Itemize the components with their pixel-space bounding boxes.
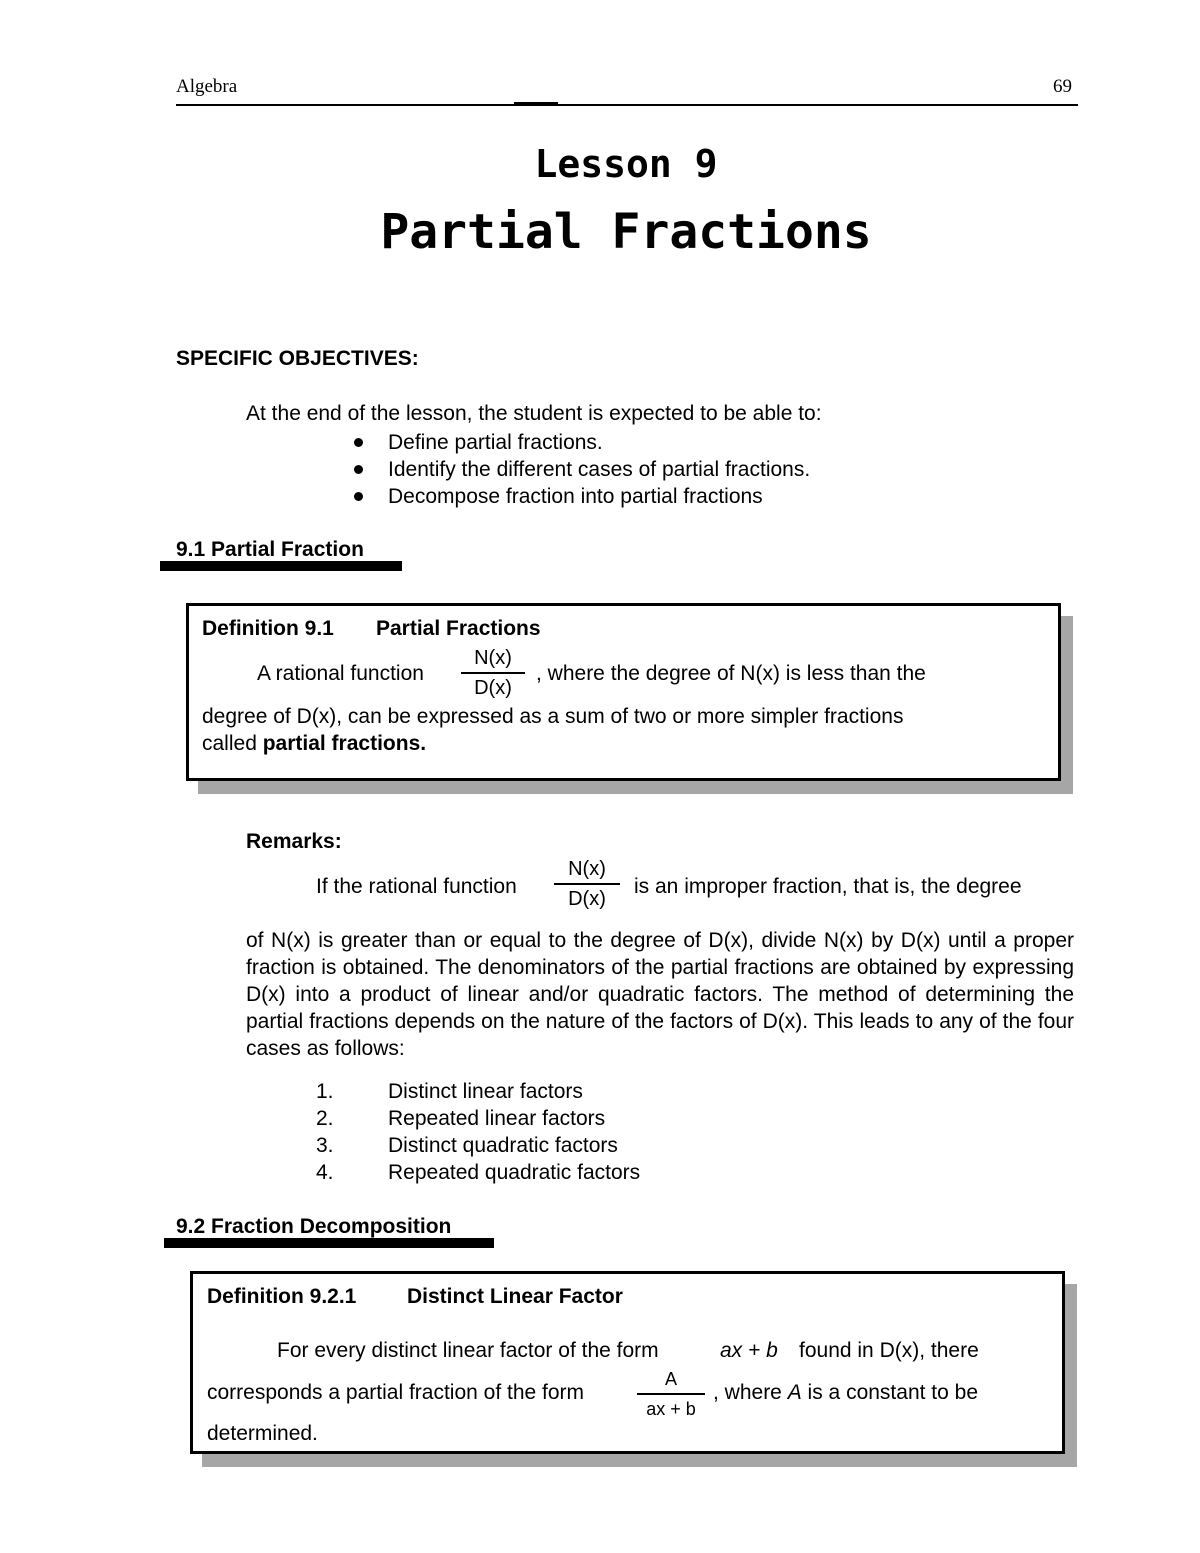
definition-label: Definition 9.2.1: [207, 1285, 357, 1308]
definition-text: found in D(x), there: [799, 1339, 979, 1362]
fraction-denominator: D(x): [568, 887, 606, 910]
lesson-label: Lesson 9: [534, 142, 718, 186]
section-2-heading: 9.2 Fraction Decomposition: [176, 1215, 452, 1238]
section-1-underline: [160, 561, 402, 571]
remarks-label: Remarks:: [246, 830, 342, 853]
cases-list: [316, 1078, 640, 1186]
fraction-n-over-d: [554, 857, 620, 911]
header-rule: [176, 104, 1078, 106]
header-rule-accent: [514, 102, 558, 106]
fraction-numerator: N(x): [474, 647, 512, 669]
definition-text: , where A is a constant to be: [713, 1381, 978, 1404]
case-item: 4. Repeated quadratic factors: [316, 1161, 641, 1184]
definition-text: A rational function: [257, 662, 424, 685]
case-item: 1. Distinct linear factors: [316, 1080, 583, 1103]
case-item: 3. Distinct quadratic factors: [316, 1134, 618, 1157]
section-2-underline: [164, 1238, 494, 1248]
definition-text: called partial fractions.: [202, 732, 427, 755]
fraction-numerator: N(x): [568, 858, 606, 880]
fraction-bar: [554, 883, 620, 885]
fraction-a-over-linear: [637, 1367, 705, 1421]
objective-item: Decompose fraction into partial fractions: [352, 483, 810, 510]
remarks-text: If the rational function: [316, 875, 517, 898]
objectives-heading: SPECIFIC OBJECTIVES:: [176, 347, 419, 370]
definition-text: determined.: [207, 1422, 318, 1445]
objective-item: Define partial fractions.: [352, 429, 810, 456]
linear-form: ax + b: [720, 1339, 778, 1362]
section-1-heading: 9.1 Partial Fraction: [176, 538, 364, 561]
fraction-n-over-d: [461, 646, 525, 700]
constant-variable: A: [787, 1381, 802, 1404]
fraction-bar: [637, 1393, 705, 1395]
definition-text: For every distinct linear factor of the form: [277, 1339, 659, 1362]
definition-text: corresponds a partial fraction of the form: [207, 1381, 585, 1404]
objective-item: Identify the different cases of partial fractions.: [352, 456, 810, 483]
case-item: 2. Repeated linear factors: [316, 1107, 606, 1130]
definition-text: degree of D(x), can be expressed as a sum of two or more simpler fractions: [202, 705, 904, 728]
remarks-text: is an improper fraction, that is, the degree: [634, 875, 1022, 898]
definition-label: Definition 9.1: [202, 617, 334, 640]
definition-name: Partial Fractions: [376, 617, 541, 640]
fraction-denominator: ax + b: [646, 1398, 696, 1419]
fraction-numerator: A: [664, 1369, 677, 1389]
objectives-intro: At the end of the lesson, the student is expected to be able to:: [246, 402, 822, 425]
bold-term: partial fractions.: [262, 732, 427, 755]
fraction-denominator: D(x): [474, 676, 512, 699]
lesson-title: Partial Fractions: [380, 204, 872, 260]
definition-name: Distinct Linear Factor: [407, 1285, 623, 1308]
remarks-paragraph: of N(x) is greater than or equal to the degree of D(x), divide N(x) by D(x) until a proper fraction is obtained. The denominators of the partial fractions are obtained by expressing D(x) into a product of linear and/or quadratic factors. The method of determining the partial fractions depends on the nature of the factors of D(x). This leads to any of the four cases as follows:: [246, 929, 1074, 1060]
fraction-bar: [461, 672, 525, 674]
definition-9-2-1-box: [190, 1271, 1065, 1454]
objectives-list: [352, 429, 810, 510]
definition-text: , where the degree of N(x) is less than the: [536, 662, 926, 685]
header-subject: Algebra: [176, 76, 238, 97]
definition-9-1-box: [186, 603, 1061, 781]
header-page-number: 69: [1053, 76, 1072, 97]
